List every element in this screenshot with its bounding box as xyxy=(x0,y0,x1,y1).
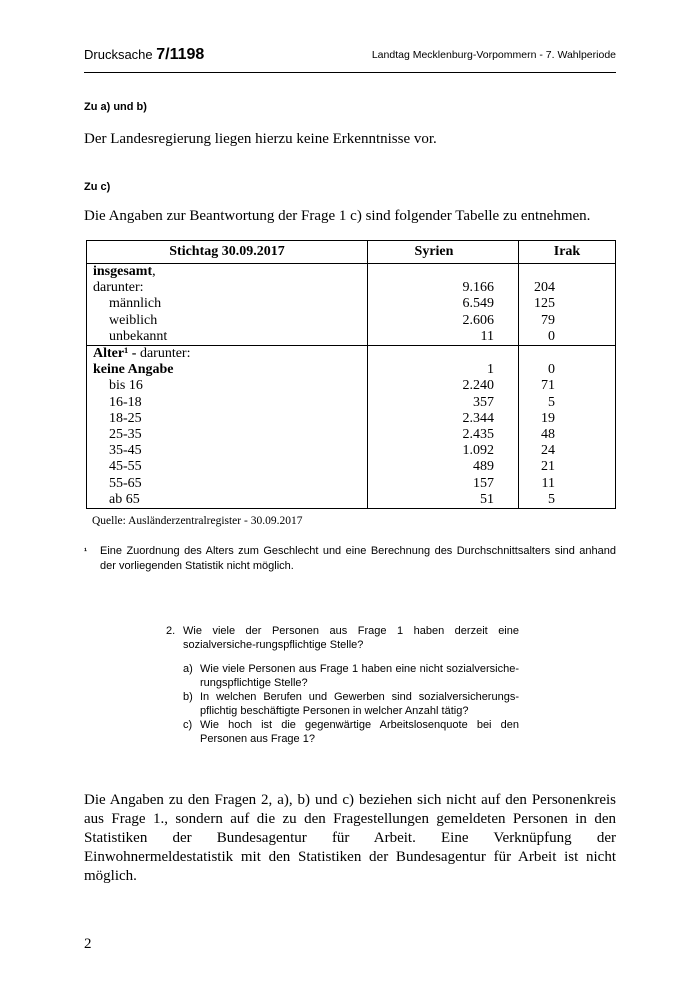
table-row: 55-65 157 11 xyxy=(87,476,616,492)
no-info-label: keine Angabe xyxy=(87,362,368,378)
section-c-heading: Zu c) xyxy=(84,181,111,193)
total-label-cell xyxy=(87,264,368,281)
table-row xyxy=(87,280,616,296)
subquestion-c-label: c) xyxy=(183,719,193,731)
section-ab-heading: Zu a) und b) xyxy=(84,101,147,113)
table-row: weiblich 2.606 79 xyxy=(87,313,616,329)
age-group xyxy=(87,346,616,509)
age-label: Alter¹ - xyxy=(93,346,137,362)
footnote-text: Eine Zuordnung des Alters zum Geschlecht und eine Berechnung des Durchschnittsalters sind anhand der vorliegenden Statistik nicht möglich. xyxy=(100,545,616,572)
statistics-table xyxy=(86,240,616,509)
table-row xyxy=(87,362,616,378)
header-rule xyxy=(84,72,616,73)
total-group xyxy=(87,264,616,346)
header-irak: Irak xyxy=(519,241,616,264)
table-row: 16-18 357 5 xyxy=(87,395,616,411)
table-row: 35-45 1.092 24 xyxy=(87,443,616,459)
subquestion-a-text: Wie viele Personen aus Frage 1 haben eine nicht sozialversiche-rungspflichtige Stelle? xyxy=(200,663,519,689)
table-row: 25-35 2.435 48 xyxy=(87,427,616,443)
subquestion-b-label: b) xyxy=(183,691,193,703)
table-row: bis 16 2.240 71 xyxy=(87,378,616,394)
footnote-marker: ¹ xyxy=(84,546,87,556)
document-number: 7/1198 xyxy=(156,46,205,63)
subquestion-b-text: In welchen Berufen und Gewerben sind sozialversicherungs-pflichtig beschäftigte Personen in welcher Anzahl tätig? xyxy=(200,691,519,717)
table-row: 18-25 2.344 19 xyxy=(87,411,616,427)
table-row xyxy=(87,264,616,281)
subquestion-a-label: a) xyxy=(183,663,193,675)
total-syrien: 9.166 xyxy=(368,280,519,296)
page-header xyxy=(84,44,616,68)
table-header-row xyxy=(87,241,616,264)
table-source: Quelle: Ausländerzentralregister - 30.09.2017 xyxy=(92,515,303,527)
age-label-cell xyxy=(87,346,368,363)
table-row: männlich 6.549 125 xyxy=(87,296,616,312)
darunter-label: darunter: xyxy=(87,280,368,296)
parliament-name: Landtag Mecklenburg-Vorpommern - 7. Wahlperiode xyxy=(371,49,616,61)
no-info-syrien: 1 xyxy=(368,362,519,378)
age-label-suffix: darunter: xyxy=(136,346,191,362)
section-ab-text: Der Landesregierung liegen hierzu keine Erkenntnisse vor. xyxy=(84,131,437,147)
total-irak: 204 xyxy=(519,280,616,296)
table-row: 45-55 489 21 xyxy=(87,459,616,475)
question-text: Wie viele der Personen aus Frage 1 haben derzeit eine sozialversiche-rungspflichtige Stelle? xyxy=(183,625,519,651)
page-number: 2 xyxy=(84,936,92,952)
table-row: unbekannt 11 0 xyxy=(87,329,616,346)
total-label: insgesamt xyxy=(93,264,153,279)
section-c-text: Die Angaben zur Beantwortung der Frage 1 c) sind folgender Tabelle zu entnehmen. xyxy=(84,208,591,224)
question-number: 2. xyxy=(166,625,176,637)
header-stichtag: Stichtag 30.09.2017 xyxy=(87,241,368,264)
total-label-suffix: , xyxy=(152,264,156,279)
header-syrien: Syrien xyxy=(368,241,519,264)
no-info-irak: 0 xyxy=(519,362,616,378)
subquestion-c-text: Wie hoch ist die gegenwärtige Arbeitslosenquote bei den Personen aus Frage 1? xyxy=(200,719,519,745)
table-row xyxy=(87,346,616,363)
table-row: ab 65 51 5 xyxy=(87,492,616,509)
document-id xyxy=(84,46,204,64)
answer-text: Die Angaben zu den Fragen 2, a), b) und c) beziehen sich nicht auf den Personenkreis aus Frage 1., sondern auf die zu den Fragestellungen gemeldeten Personen in den Statistiken der Bundesagentur für Arbeit. Eine Verknüpfung der Einwohnermeldestatistik mit den Statistiken der Bundesagentur für Arbeit ist nicht möglich. xyxy=(84,792,616,884)
document-prefix: Drucksache xyxy=(84,47,153,62)
